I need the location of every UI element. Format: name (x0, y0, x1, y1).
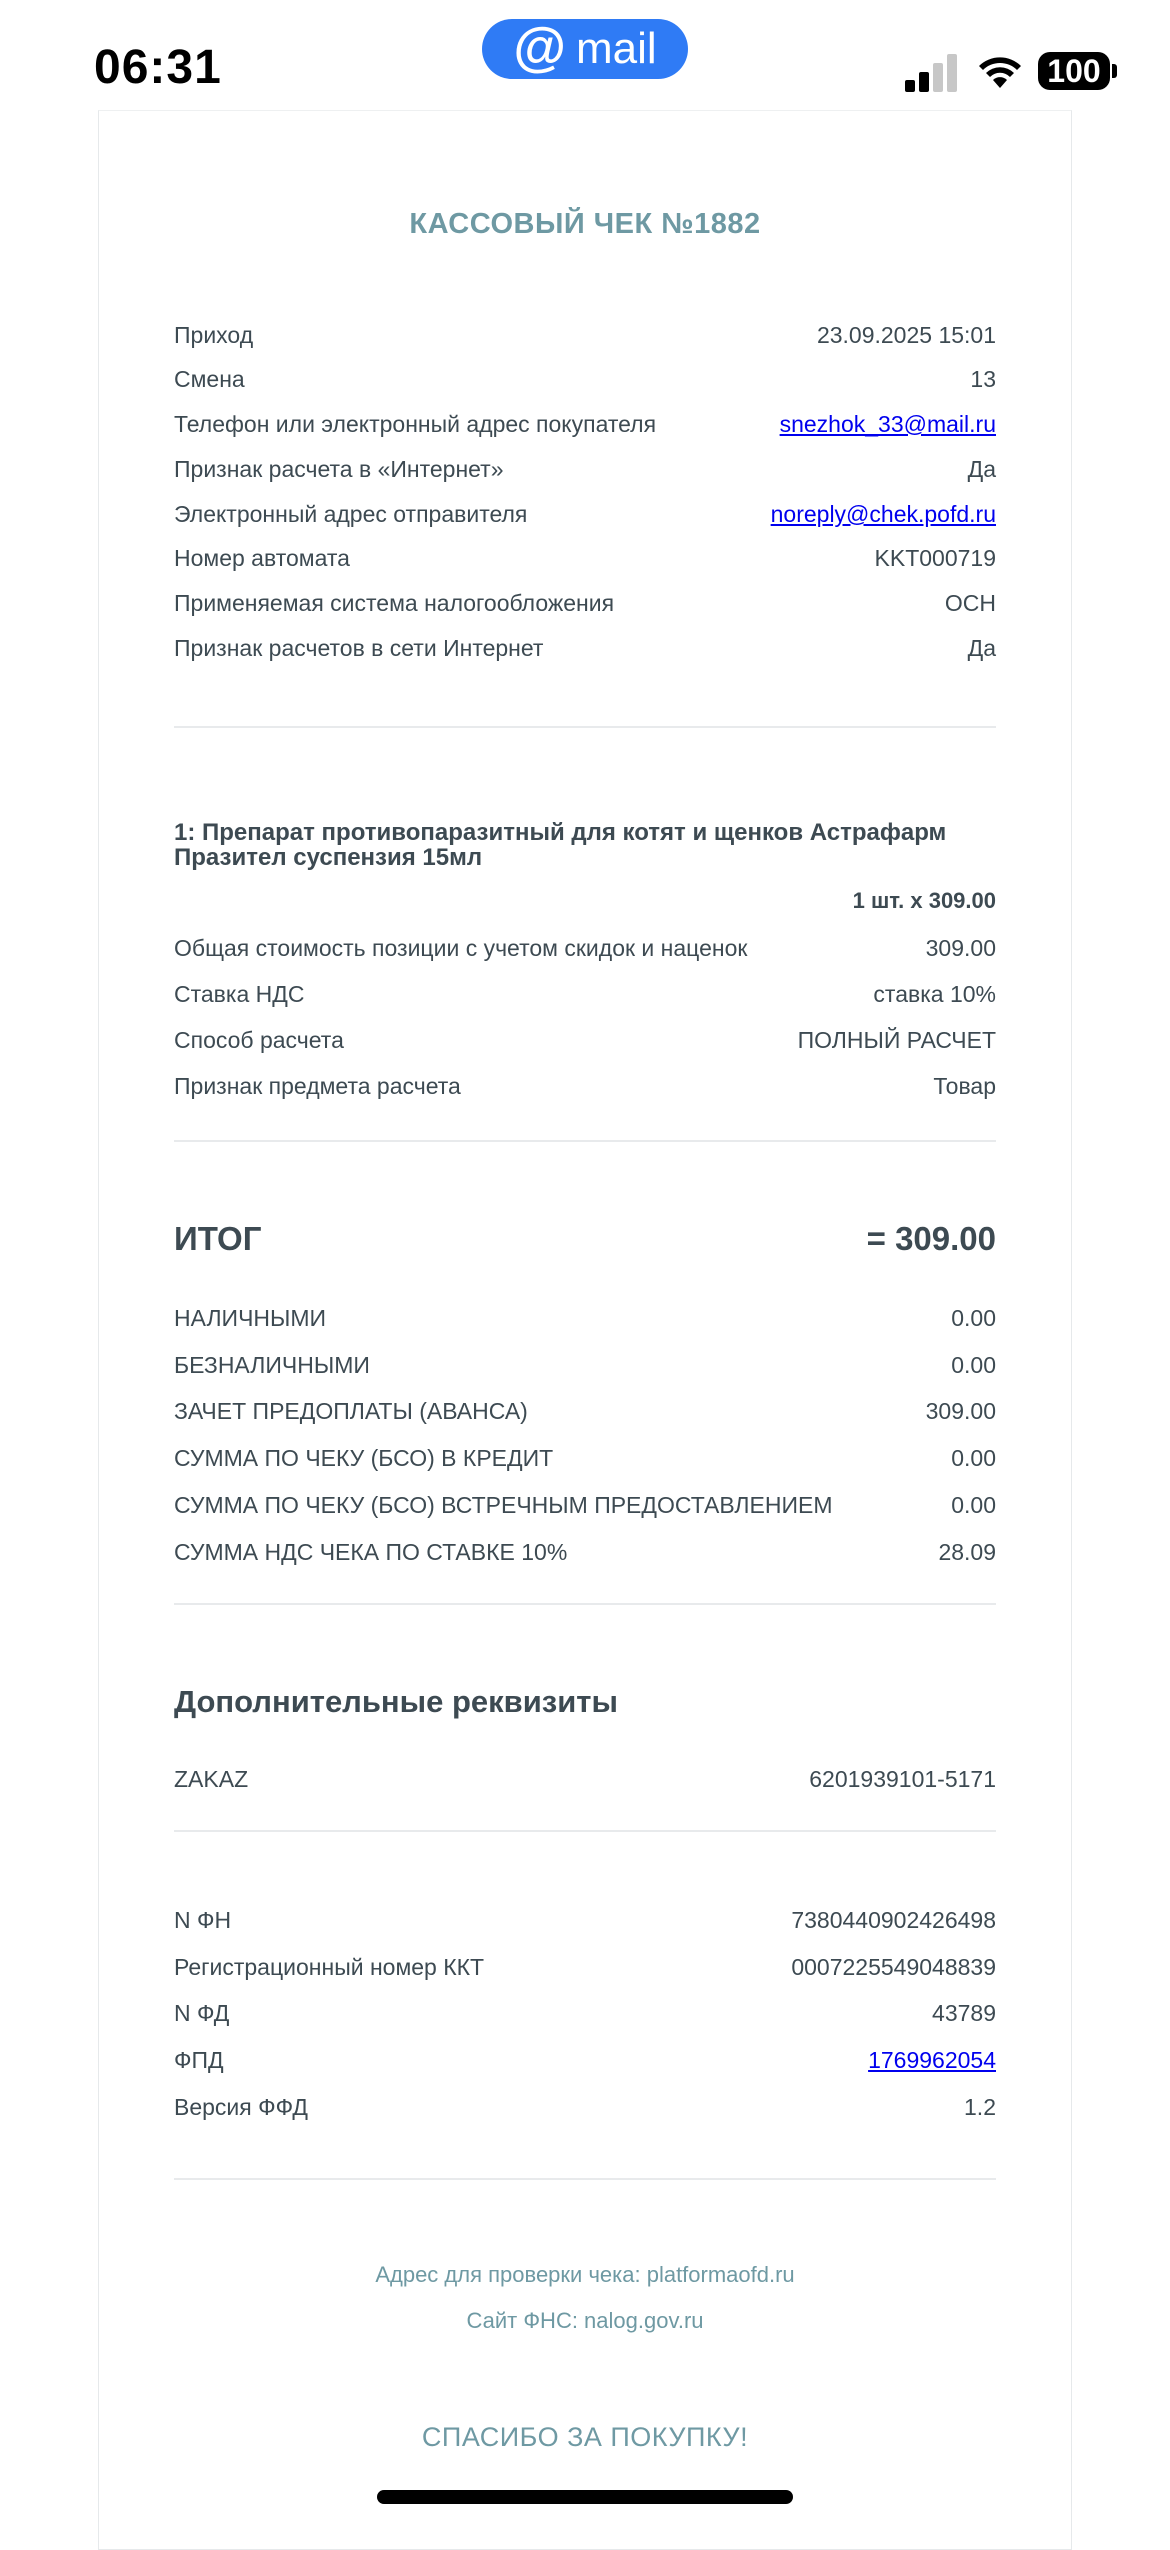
row-label: Ставка НДС (174, 981, 305, 1007)
row-value: 0.00 (951, 1352, 996, 1378)
row-internet-flag (174, 456, 996, 483)
row-value: 7380440902426498 (791, 1907, 996, 1933)
sender-email-link[interactable]: noreply@chek.pofd.ru (770, 501, 996, 527)
divider (174, 1140, 996, 1142)
row-value: 0.00 (951, 1305, 996, 1331)
total-value: = 309.00 (866, 1220, 996, 1257)
clock: 06:31 (94, 41, 222, 94)
total-label: ИТОГ (174, 1220, 262, 1257)
row-credit (174, 1445, 996, 1472)
row-label: Признак расчета в «Интернет» (174, 456, 504, 482)
mail-app-pill[interactable] (482, 19, 688, 79)
row-zakaz (174, 1766, 996, 1793)
row-subject-type (174, 1073, 996, 1100)
fpd-link[interactable]: 1769962054 (868, 2047, 996, 2073)
divider (174, 1830, 996, 1832)
row-tax-system (174, 590, 996, 617)
row-fn-number (174, 1907, 996, 1934)
home-indicator[interactable] (377, 2490, 793, 2504)
row-label: ZAKAZ (174, 1766, 249, 1792)
row-label: Приход (174, 322, 254, 348)
row-value: Да (967, 456, 996, 482)
row-shift (174, 366, 996, 393)
row-label: Способ расчета (174, 1027, 344, 1053)
row-vat-sum (174, 1539, 996, 1566)
thanks-message: СПАСИБО ЗА ПОКУПКУ! (421, 2422, 749, 2452)
battery-icon: 100 (1038, 52, 1110, 90)
row-value: 13 (970, 366, 996, 392)
row-kkt-reg-number (174, 1954, 996, 1981)
row-value: Товар (933, 1073, 996, 1099)
row-label: СУММА ПО ЧЕКУ (БСО) ВСТРЕЧНЫМ ПРЕДОСТАВЛЕНИЕМ (174, 1492, 833, 1518)
row-cash (174, 1305, 996, 1332)
row-machine-number (174, 545, 996, 572)
row-label: ФПД (174, 2047, 224, 2073)
row-internet-payments (174, 635, 996, 662)
row-sender-email (174, 501, 996, 528)
row-value: ОСН (944, 590, 996, 616)
row-label: НАЛИЧНЫМИ (174, 1305, 327, 1331)
row-buyer-contact (174, 411, 996, 438)
divider (174, 726, 996, 728)
divider (174, 1603, 996, 1605)
check-address: Адрес для проверки чека: platformaofd.ru (375, 2262, 795, 2287)
row-counter-provision (174, 1492, 996, 1519)
battery-tip (1112, 64, 1117, 78)
row-vat-rate (174, 981, 996, 1008)
receipt-title: КАССОВЫЙ ЧЕК №1882 (409, 208, 761, 240)
row-label: Телефон или электронный адрес покупателя (174, 411, 657, 437)
mail-pill-label: mail (575, 24, 657, 73)
row-label: N ФД (174, 2000, 230, 2026)
row-label: Электронный адрес отправителя (174, 501, 528, 527)
row-payment-method (174, 1027, 996, 1054)
row-value: 1.2 (964, 2094, 996, 2120)
status-bar (0, 0, 1170, 110)
row-fpd (174, 2047, 996, 2074)
row-label: N ФН (174, 1907, 232, 1933)
cellular-signal-icon (905, 54, 959, 92)
row-value: 309.00 (925, 935, 996, 961)
row-item-total (174, 935, 996, 962)
item-name: 1: Препарат противопаразитный для котят и щенков Астрафарм Празител суспензия 15мл (174, 819, 947, 871)
row-value: 6201939101-5171 (809, 1766, 996, 1792)
row-value: 0.00 (951, 1445, 996, 1471)
row-value: ставка 10% (873, 981, 996, 1007)
row-label: СУММА НДС ЧЕКА ПО СТАВКЕ 10% (174, 1539, 568, 1565)
row-label: Применяемая система налогообложения (174, 590, 615, 616)
row-value: 309.00 (925, 1398, 996, 1424)
row-label: Версия ФФД (174, 2094, 308, 2120)
row-label: Номер автомата (174, 545, 350, 571)
buyer-email-link[interactable]: snezhok_33@mail.ru (779, 411, 996, 437)
row-label: СУММА ПО ЧЕКУ (БСО) В КРЕДИТ (174, 1445, 554, 1471)
row-value: 28.09 (938, 1539, 996, 1565)
row-label: Общая стоимость позиции с учетом скидок и наценок (174, 935, 748, 961)
row-label: Смена (174, 366, 245, 392)
row-value: 23.09.2025 15:01 (816, 322, 996, 348)
row-label: Признак предмета расчета (174, 1073, 461, 1099)
item-quantity: 1 шт. x 309.00 (852, 888, 996, 913)
row-label: Признак расчетов в сети Интернет (174, 635, 544, 661)
row-value: 43789 (932, 2000, 996, 2026)
extra-requisites-title: Дополнительные реквизиты (174, 1684, 618, 1719)
row-label: БЕЗНАЛИЧНЫМИ (174, 1352, 370, 1378)
row-ffd-version (174, 2094, 996, 2121)
row-value: Да (967, 635, 996, 661)
row-value: 0007225549048839 (791, 1954, 996, 1980)
row-label: Регистрационный номер ККТ (174, 1954, 485, 1980)
row-value: KKT000719 (874, 545, 996, 571)
row-prepayment (174, 1398, 996, 1425)
fns-site: Сайт ФНС: nalog.gov.ru (466, 2308, 704, 2333)
divider (174, 2178, 996, 2180)
row-cashless (174, 1352, 996, 1379)
row-value: ПОЛНЫЙ РАСЧЕТ (797, 1027, 996, 1053)
row-value: 0.00 (951, 1492, 996, 1518)
row-label: ЗАЧЕТ ПРЕДОПЛАТЫ (АВАНСА) (174, 1398, 528, 1424)
at-sign-icon: @ (513, 17, 566, 77)
wifi-icon (976, 52, 1024, 90)
row-fd-number (174, 2000, 996, 2027)
row-income (174, 322, 996, 349)
